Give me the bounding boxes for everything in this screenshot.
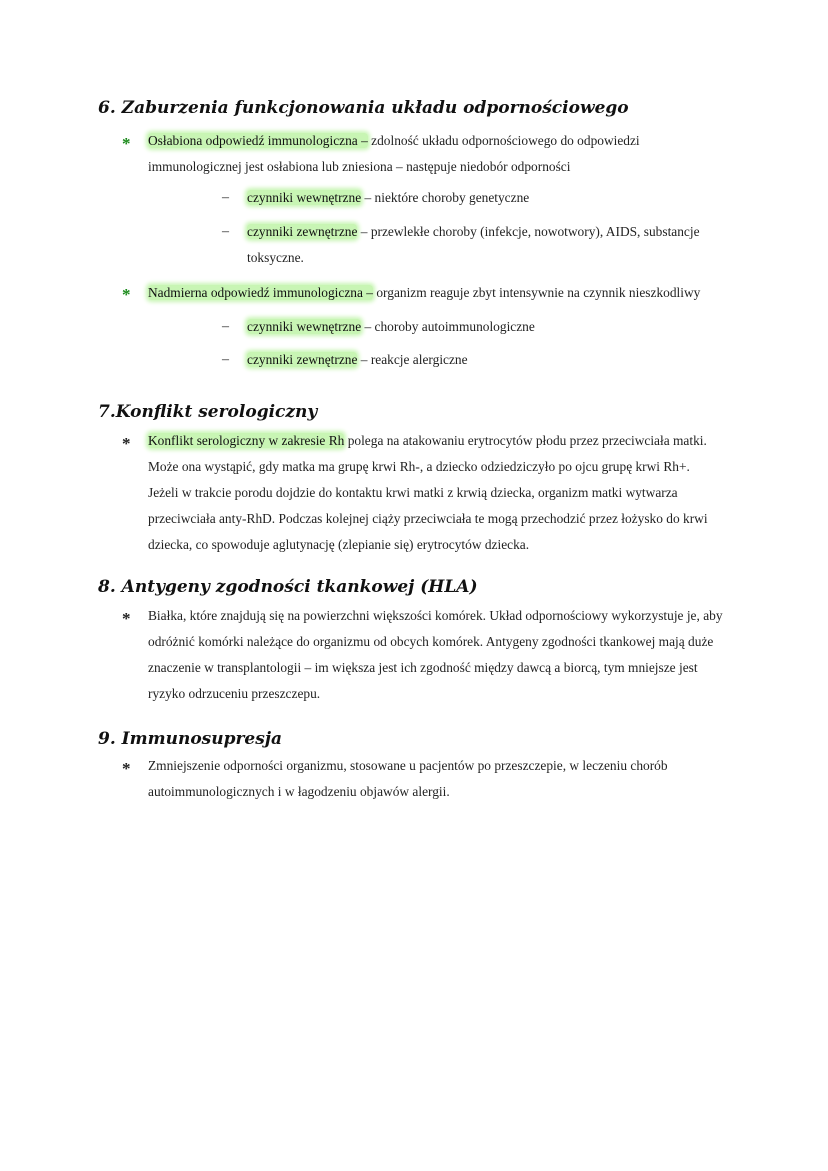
serologic-conflict-term: Konflikt serologiczny w zakresie Rh xyxy=(148,433,345,448)
dash-icon: – xyxy=(222,319,229,334)
external-factors-continuation: toksyczne. xyxy=(247,250,304,265)
excessive-external-factors xyxy=(247,347,468,373)
hla-line-3: znaczenie w transplantologii – im większa jest ich zgodność między dawcą a biorcą, tym mniejsze jest xyxy=(148,660,698,675)
external-factors-term: czynniki zewnętrzne xyxy=(247,352,358,367)
weak-response-line-1 xyxy=(148,128,748,154)
immunosuppression-paragraph xyxy=(148,753,768,805)
bullet-icon: * xyxy=(122,434,131,453)
serologic-line-3: Jeżeli w trakcie porodu dojdzie do kontaktu krwi matki z krwią dziecka, organizm matki wytwarza xyxy=(148,485,678,500)
serologic-line-2: Może ona wystąpić, gdy matka ma grupę krwi Rh-, a dziecko odziedziczyło po ojcu grupę krwi Rh+. xyxy=(148,459,690,474)
serologic-line-5: dziecka, co spowoduje aglutynację (zlepianie się) erytrocytów dziecka. xyxy=(148,537,530,552)
excessive-response-term: Nadmierna odpowiedź immunologiczna – xyxy=(148,285,373,300)
bullet-icon: * xyxy=(122,285,131,304)
bullet-icon: * xyxy=(122,609,131,628)
excessive-response-paragraph xyxy=(148,280,768,306)
internal-factors-text: – niektóre choroby genetyczne xyxy=(361,190,530,205)
hla-line-4: ryzyko odrzuceniu przeszczepu. xyxy=(148,686,321,701)
serologic-line-1: polega na atakowaniu erytrocytów płodu przez przeciwciała matki. xyxy=(344,433,707,448)
section-7-heading: 7.Konflikt serologiczny xyxy=(98,402,318,422)
external-factors-text: – przewlekłe choroby (infekcje, nowotwory), AIDS, substancje xyxy=(357,224,700,239)
weak-response-paragraph xyxy=(148,128,748,180)
internal-factors-term: czynniki wewnętrzne xyxy=(247,319,362,334)
section-8-heading: 8. Antygeny zgodności tkankowej (HLA) xyxy=(98,577,478,597)
weak-response-term: Osłabiona odpowiedź immunologiczna – xyxy=(148,133,368,148)
weak-internal-factors xyxy=(247,185,529,211)
immunosuppression-line-2: autoimmunologicznych i w łagodzeniu objawów alergii. xyxy=(148,784,450,799)
external-factors-term: czynniki zewnętrzne xyxy=(247,224,358,239)
bullet-icon: * xyxy=(122,759,131,778)
external-factors-text: – reakcje alergiczne xyxy=(357,352,468,367)
section-6-heading: 6. Zaburzenia funkcjonowania układu odpornościowego xyxy=(98,98,629,118)
dash-icon: – xyxy=(222,352,229,367)
section-9-heading: 9. Immunosupresja xyxy=(98,729,282,749)
hla-line-2: odróżnić komórki należące do organizmu od obcych komórek. Antygeny zgodności tkankowej mają duże xyxy=(148,634,714,649)
serologic-conflict-paragraph xyxy=(148,428,768,558)
internal-factors-term: czynniki wewnętrzne xyxy=(247,190,362,205)
excessive-response-text: organizm reaguje zbyt intensywnie na czynnik nieszkodliwy xyxy=(372,285,701,300)
bullet-icon: * xyxy=(122,134,131,153)
dash-icon: – xyxy=(222,190,229,205)
weak-response-text: zdolność układu odpornościowego do odpowiedzi xyxy=(367,133,640,148)
hla-line-1: Białka, które znajdują się na powierzchni większości komórek. Układ odpornościowy wykorzystuje je, aby xyxy=(148,608,723,623)
weak-external-factors xyxy=(247,219,727,271)
serologic-line-4: przeciwciała anty-RhD. Podczas kolejnej ciąży przeciwciała te mogą przechodzić przez łożysko do krwi xyxy=(148,511,708,526)
internal-factors-text: – choroby autoimmunologiczne xyxy=(361,319,535,334)
excessive-internal-factors xyxy=(247,314,535,340)
dash-icon: – xyxy=(222,224,229,239)
weak-response-line-2: immunologicznej jest osłabiona lub zniesiona – następuje niedobór odporności xyxy=(148,159,571,174)
immunosuppression-line-1: Zmniejszenie odporności organizmu, stosowane u pacjentów po przeszczepie, w leczeniu chorób xyxy=(148,758,668,773)
hla-paragraph xyxy=(148,603,768,707)
